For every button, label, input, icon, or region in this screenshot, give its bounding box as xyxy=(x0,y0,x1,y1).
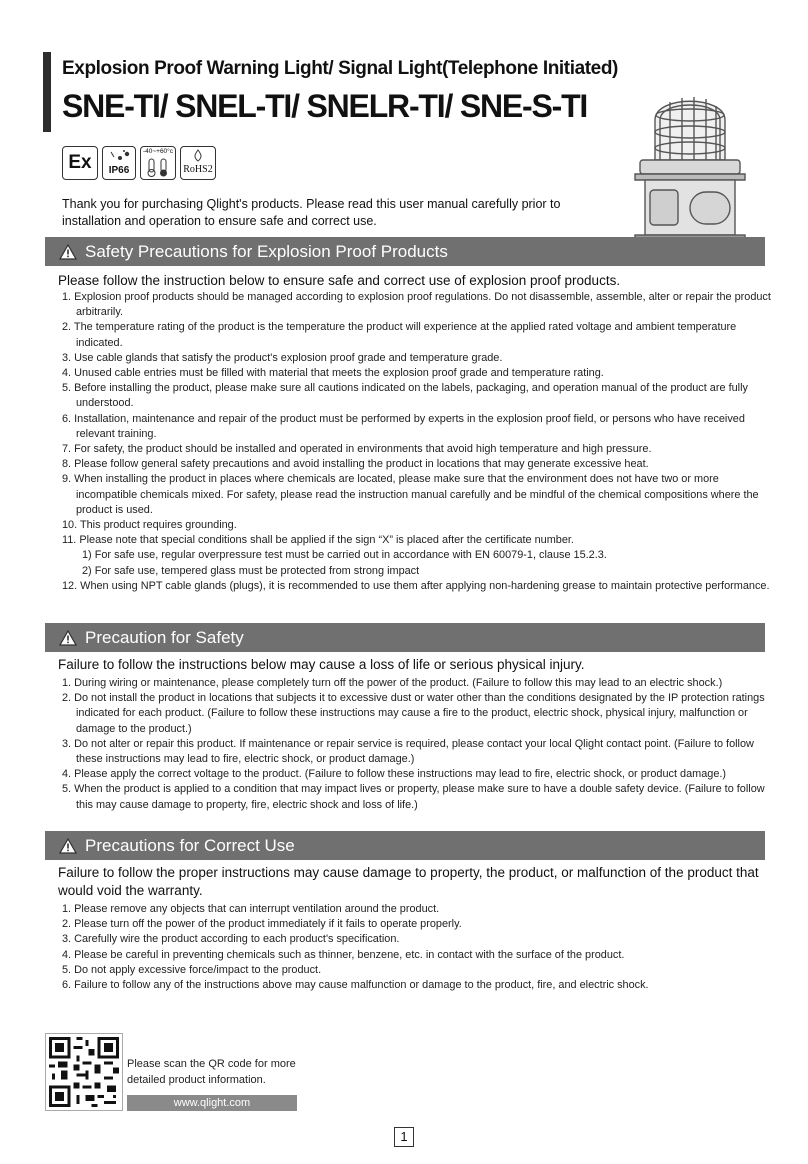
warning-icon xyxy=(59,630,77,646)
list-item: 4. Please apply the correct voltage to the product. (Failure to follow these instructions may lead to fire, electric shock, or product damage.) xyxy=(62,768,727,781)
list-item: 3. Use cable glands that satisfy the product's explosion proof grade and temperature grade. xyxy=(62,351,503,364)
list-item: 4. Unused cable entries must be filled with material that meets the explosion proof grade and temperature rating. xyxy=(62,367,604,380)
section-lead: Failure to follow the instructions below may cause a loss of life or serious physical injury. xyxy=(58,657,585,672)
section-lead: Failure to follow the proper instructions may cause damage to property, the product, or malfunction of the product that would void the warranty. xyxy=(58,865,759,898)
temperature-cert-icon: -40~+60°c xyxy=(140,146,176,180)
document-subtitle: Explosion Proof Warning Light/ Signal Light(Telephone Initiated) xyxy=(62,58,618,79)
list-item: 3. Do not alter or repair this product. If maintenance or repair service is required, please contact your local Qlight contact point. (Failure to follow these instructions may lead to fire, electric shock, or product damage.) xyxy=(62,737,754,766)
list-item: 2. Do not install the product in locations that subjects it to excessive dust or water other than the conditions designated by the IP protection ratings indicated for each product. (Failure to follow these instructions may cause a fire to the product, electric shock, physical injury, malfunction or damage to the product.) xyxy=(62,692,765,735)
rohs-cert-icon: RoHS2 xyxy=(180,146,216,180)
list-item: 2. The temperature rating of the product is the temperature the product will experience at the applied rated voltage and ambient temperature indicated. xyxy=(62,321,737,349)
model-title: SNE-TI/ SNEL-TI/ SNELR-TI/ SNE-S-TI xyxy=(62,88,588,124)
ip66-cert-icon: IP66 xyxy=(102,146,136,180)
list-item: 1. During wiring or maintenance, please completely turn off the power of the product. (Failure to follow this may lead to an electric shock.) xyxy=(62,677,723,689)
list-item: 6. Installation, maintenance and repair of the product must be performed by experts in the explosion proof field, or persons who have received relevant training. xyxy=(62,412,745,440)
section-header-explosion-proof: Safety Precautions for Explosion Proof Products xyxy=(45,237,765,266)
website-link[interactable]: www.qlight.com xyxy=(127,1095,297,1111)
intro-text: Thank you for purchasing Qlight's products. Please read this user manual carefully prior to installation and operation to ensure safe and correct use. xyxy=(62,197,561,228)
warning-icon xyxy=(59,244,77,260)
list-item: 5. Before installing the product, please make sure all cautions indicated on the labels, packaging, and operation manual of the product are fully understood. xyxy=(62,382,748,410)
page-number: 1 xyxy=(394,1127,414,1147)
title-accent-bar xyxy=(43,52,51,132)
list-subitem: 1) For safe use, regular overpressure test must be carried out in accordance with EN 60079-1, clause 15.2.3. xyxy=(82,549,607,562)
warning-icon xyxy=(59,838,77,854)
list-item: 1. Explosion proof products should be managed according to explosion proof regulations. Do not disassemble, assemble, alter or repair the product arbitrarily. xyxy=(62,291,771,319)
list-item: 8. Please follow general safety precautions and avoid installing the product in locations that may generate excessive heat. xyxy=(62,458,649,471)
section-header-correct-use: Precautions for Correct Use xyxy=(45,831,765,860)
list-item: 4. Please be careful in preventing chemicals such as thinner, benzene, etc. in contact with the surface of the product. xyxy=(62,948,625,961)
list-item: 10. This product requires grounding. xyxy=(62,519,237,532)
list-item: 11. Please note that special conditions shall be applied if the sign “X” is placed after the certificate number. xyxy=(62,534,574,547)
precaution-list xyxy=(62,290,772,594)
list-item: 5. Do not apply excessive force/impact to the product. xyxy=(62,963,322,976)
qr-code[interactable] xyxy=(45,1033,123,1111)
list-item: 1. Please remove any objects that can interrupt ventilation around the product. xyxy=(62,903,440,915)
ex-cert-icon: Ex xyxy=(62,146,98,180)
product-illustration xyxy=(630,80,750,250)
section-lead: Please follow the instruction below to ensure safe and correct use of explosion proof products. xyxy=(58,273,621,288)
qr-instruction: Please scan the QR code for more detailed product information. xyxy=(127,1058,296,1086)
list-subitem: 2) For safe use, tempered glass must be protected from strong impact xyxy=(82,564,420,577)
list-item: 3. Carefully wire the product according to each product's specification. xyxy=(62,933,400,946)
section-header-safety: Precaution for Safety xyxy=(45,623,765,652)
precaution-list xyxy=(62,902,772,993)
list-item: 9. When installing the product in places where chemicals are located, please make sure that the environment does not have two or more incompatible chemicals mixed. For safety, please read the instruction manual carefully and be mindful of the chemical compositions where the product is used. xyxy=(62,473,759,516)
list-item: 7. For safety, the product should be installed and operated in environments that avoid high temperature and high pressure. xyxy=(62,443,652,456)
list-item: 5. When the product is applied to a condition that may impact lives or property, please make sure to have a double safety device. (Failure to follow this may cause damage to property, fire, electric shock and loss of life.) xyxy=(62,783,765,811)
list-item: 2. Please turn off the power of the product immediately if it fails to operate properly. xyxy=(62,918,462,931)
list-item: 6. Failure to follow any of the instructions above may cause malfunction or damage to the product, fire, and electric shock. xyxy=(62,979,649,992)
list-item: 12. When using NPT cable glands (plugs), it is recommended to use them after applying non-hardening grease to maintain protective performance. xyxy=(62,579,770,592)
precaution-list xyxy=(62,676,772,813)
certification-icons xyxy=(62,146,216,184)
